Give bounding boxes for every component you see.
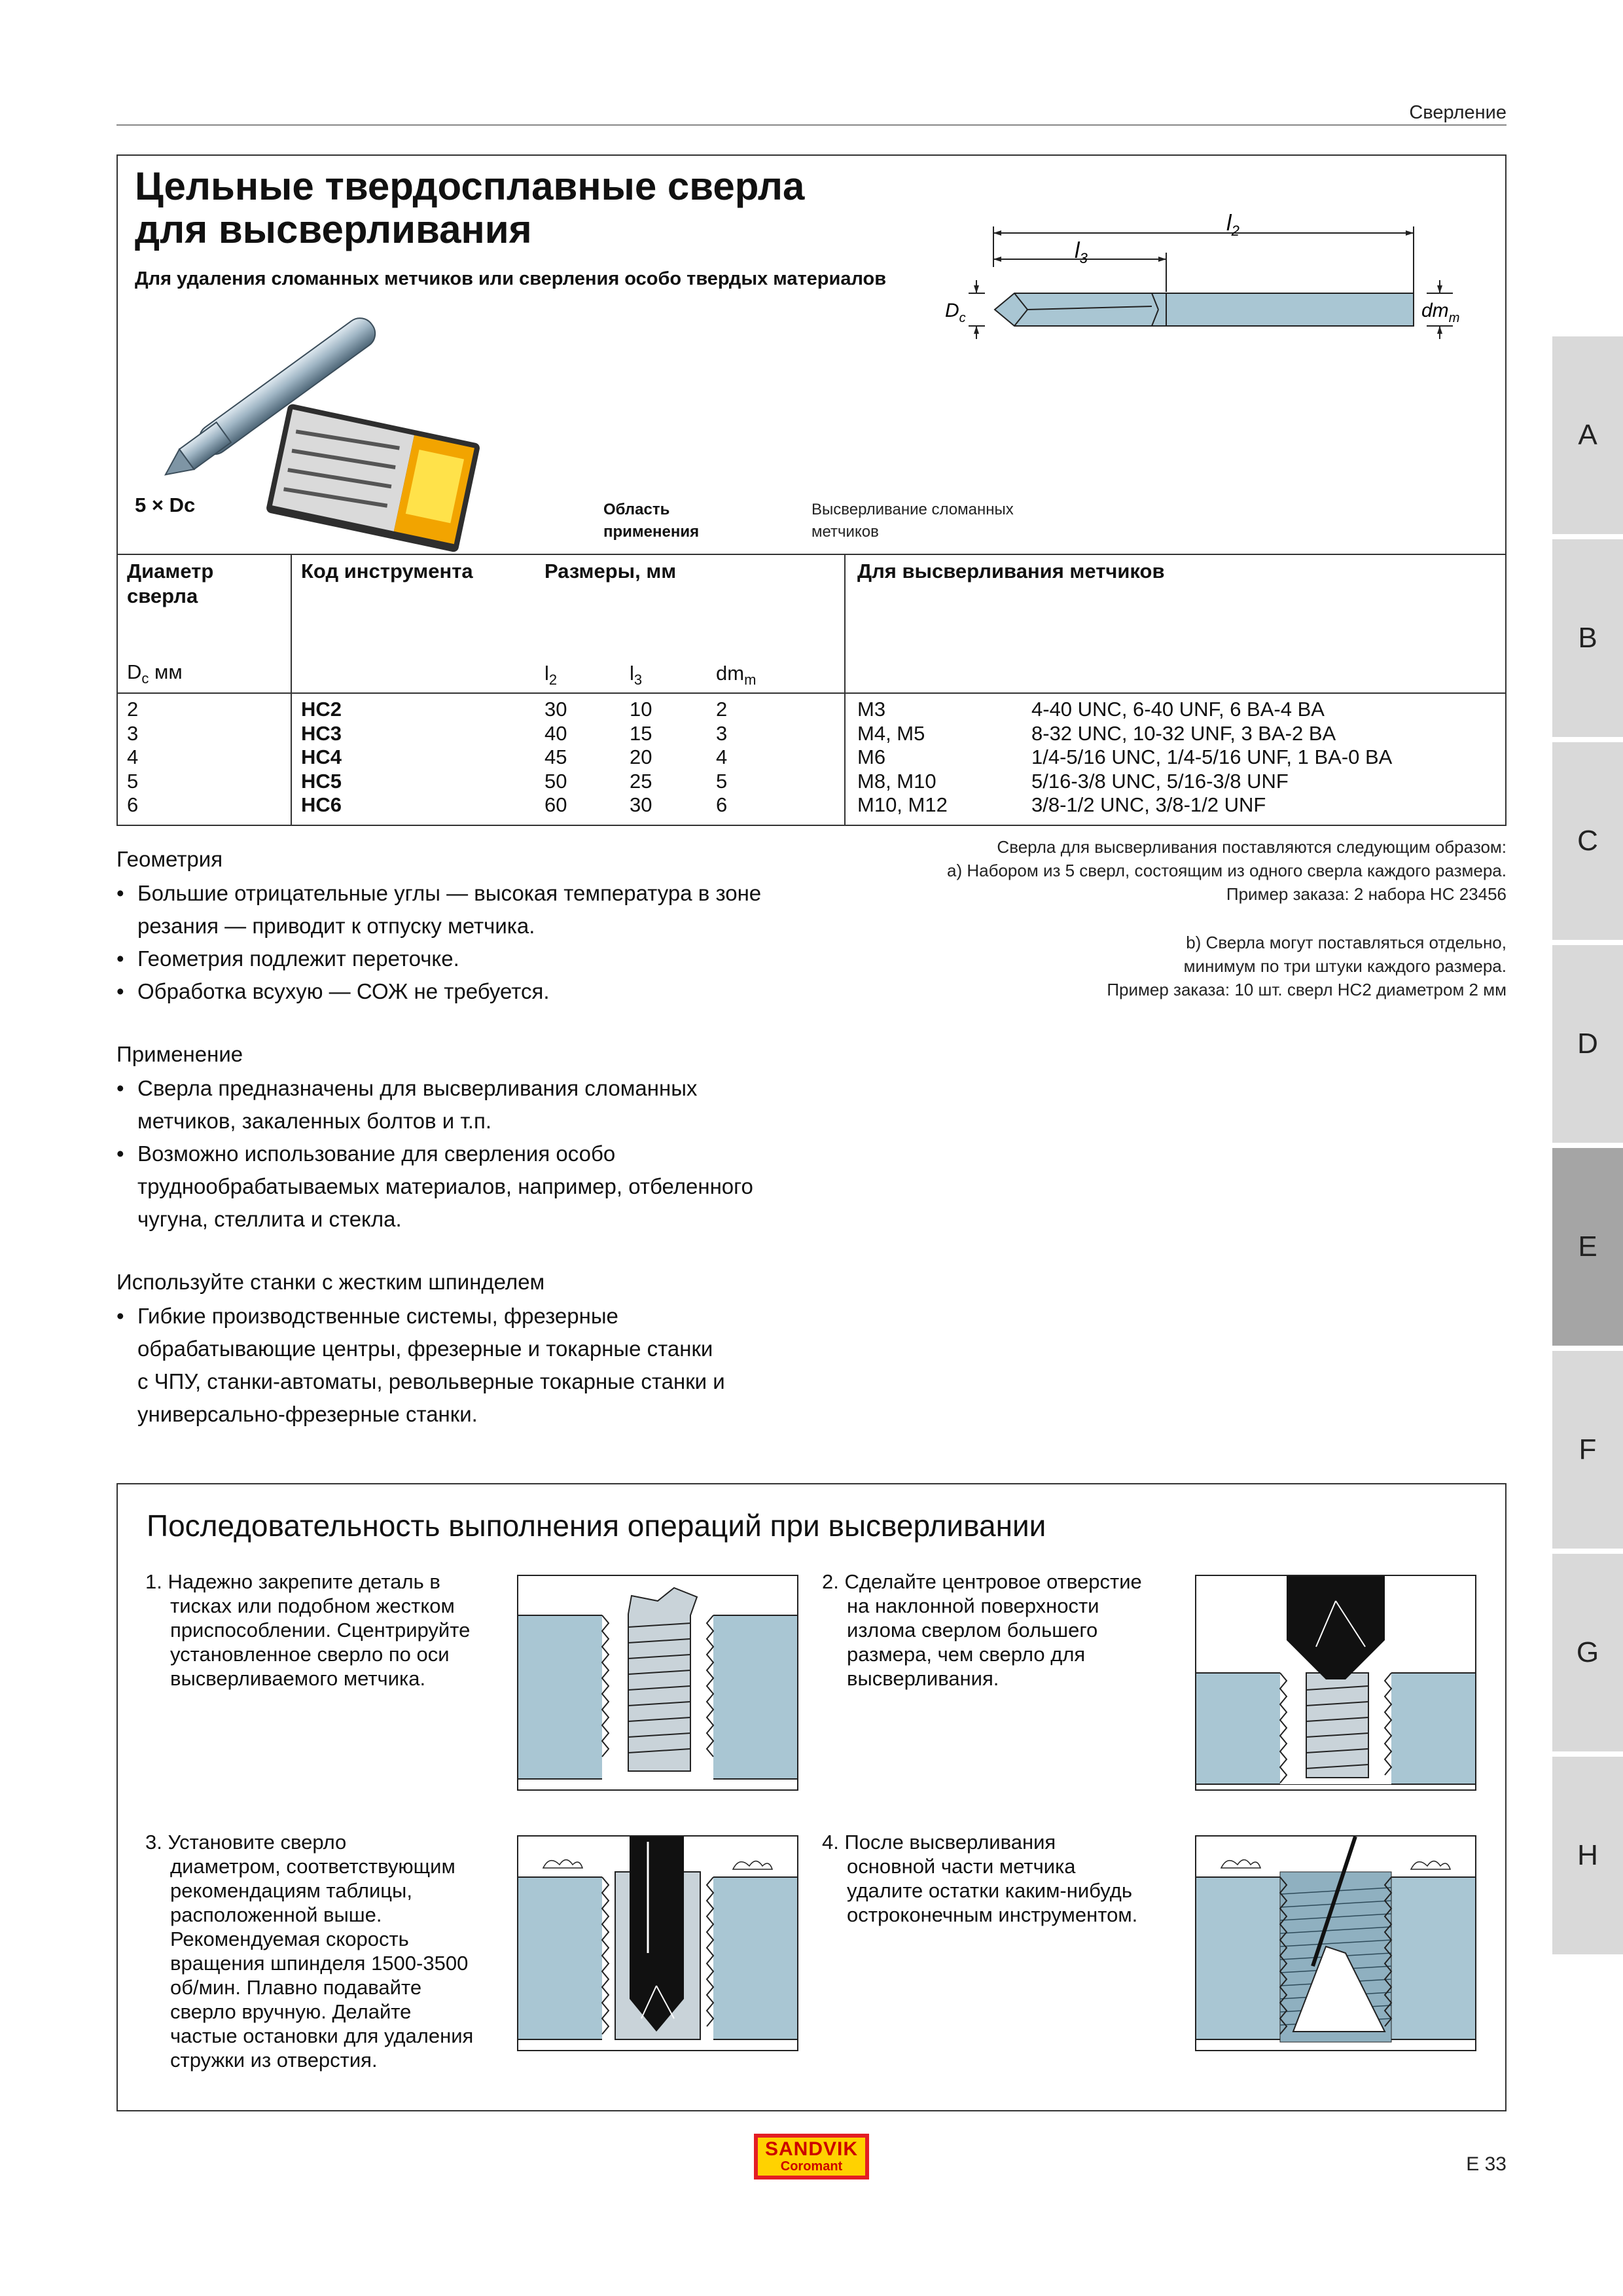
note-line: Сверла для высверливания поставляются следующим образом: xyxy=(997,837,1507,857)
logo-sub-text: Coromant xyxy=(780,2159,843,2174)
product-title-line2: для высверливания xyxy=(135,207,532,251)
list-item: • Возможно использование для сверления особо труднообрабатываемых материалов, например, отбеленного чугуна, стеллита и стекла. xyxy=(116,1138,902,1236)
application-area-label-line2: применения xyxy=(603,523,700,541)
note-line: минимум по три штуки каждого размера. xyxy=(1183,956,1507,976)
geometry-heading: Геометрия xyxy=(116,847,223,871)
table-cell: HC3 xyxy=(301,721,342,745)
supply-note-a xyxy=(947,835,1507,906)
column-code xyxy=(301,698,342,817)
header-dimensions: Размеры, мм xyxy=(544,560,677,583)
geometry-list xyxy=(116,877,902,1008)
tab-c[interactable] xyxy=(1552,742,1623,940)
list-item: • Гибкие производственные системы, фрезерные обрабатывающие центры, фрезерные и токарные станки с ЧПУ, станки-автоматы, револьверные токарные станки и универсально-фрезерные станки. xyxy=(116,1300,902,1431)
step-2-text: 2. Сделайте центровое отверстие на наклонной поверхности излома сверлом большего размера, чем сверло для высверливания. xyxy=(822,1570,1142,1690)
table-cell: 8-32 UNC, 10-32 UNF, 3 BA-2 BA xyxy=(1031,721,1336,745)
tab-h[interactable] xyxy=(1552,1757,1623,1954)
tab-a[interactable] xyxy=(1552,336,1623,534)
step-1-illustration xyxy=(517,1575,798,1791)
product-title xyxy=(135,165,986,251)
header-taps: Для высверливания метчиков xyxy=(857,560,1165,583)
header-diameter xyxy=(127,559,213,609)
column-metric-taps xyxy=(857,698,948,817)
table-top-rule xyxy=(118,554,1505,555)
tab-label: A xyxy=(1578,419,1597,451)
sequence-title: Последовательность выполнения операций при высверливании xyxy=(147,1509,1046,1543)
tab-g[interactable] xyxy=(1552,1554,1623,1751)
dim-l2-label: $l_2$ xyxy=(1226,211,1240,239)
tab-label: C xyxy=(1577,825,1598,857)
column-imperial-taps xyxy=(1031,698,1392,817)
tab-label: E xyxy=(1578,1230,1597,1263)
supply-note-b xyxy=(1107,931,1507,1001)
tab-label: G xyxy=(1576,1636,1599,1668)
table-cell: M8, M10 xyxy=(857,769,936,793)
list-item: • Обработка всухую — СОЖ не требуется. xyxy=(116,975,902,1008)
header-code: Код инструмента xyxy=(301,560,473,583)
list-item: • Геометрия подлежит переточке. xyxy=(116,942,902,975)
subheader-l3: $l_3$ xyxy=(630,662,643,689)
step-2-illustration xyxy=(1195,1575,1476,1791)
note-line: b) Сверла могут поставляться отдельно, xyxy=(1186,933,1507,952)
subheader-dc: $D_c$ мм xyxy=(127,660,183,687)
tab-b[interactable] xyxy=(1552,539,1623,737)
note-line: Пример заказа: 2 набора HC 23456 xyxy=(1226,884,1507,904)
ratio-label: 5 × Dc xyxy=(135,493,196,516)
table-cell: M10, M12 xyxy=(857,793,948,816)
table-cell: 3/8-1/2 UNC, 3/8-1/2 UNF xyxy=(1031,793,1266,816)
table-cell: 4-40 UNC, 6-40 UNF, 6 BA-4 BA xyxy=(1031,698,1325,721)
dim-l3-label: $l_3$ xyxy=(1075,238,1088,266)
table-cell: 1/4-5/16 UNC, 1/4-5/16 UNF, 1 BA-0 BA xyxy=(1031,745,1393,768)
step-1-text: 1. Надежно закрепите деталь в тисках или подобном жестком приспособлении. Сцентрируйте установленное сверло по оси высверливаемого метчика. xyxy=(145,1570,471,1690)
table-cell: HC5 xyxy=(301,769,342,793)
table-cell: 30 xyxy=(544,698,567,721)
table-cell: 2 xyxy=(127,698,139,721)
table-cell: 6 xyxy=(716,793,728,816)
column-l3 xyxy=(630,698,652,817)
application-heading: Применение xyxy=(116,1042,243,1066)
sandvik-logo xyxy=(754,2134,869,2179)
table-cell: 4 xyxy=(716,745,728,768)
table-cell: 3 xyxy=(716,721,728,745)
table-cell: 5 xyxy=(716,769,728,793)
table-cell: 40 xyxy=(544,721,567,745)
header-diameter-line2: сверла xyxy=(127,584,198,607)
table-cell: M6 xyxy=(857,745,886,768)
table-cell: M3 xyxy=(857,698,886,721)
table-cell: 5/16-3/8 UNC, 5/16-3/8 UNF xyxy=(1031,769,1289,793)
table-cell: 25 xyxy=(630,769,652,793)
tab-f[interactable] xyxy=(1552,1351,1623,1549)
product-title-line1: Цельные твердосплавные сверла xyxy=(135,164,805,208)
table-cell: 20 xyxy=(630,745,652,768)
page-number: E 33 xyxy=(1466,2153,1507,2175)
machines-list xyxy=(116,1300,902,1431)
table-cell: HC4 xyxy=(301,745,342,768)
table-cell: 50 xyxy=(544,769,567,793)
table-cell: 5 xyxy=(127,769,139,793)
table-cell: M4, M5 xyxy=(857,721,925,745)
table-cell: HC6 xyxy=(301,793,342,816)
step-3-text: 3. Установите сверло диаметром, соответствующим рекомендациям таблицы, расположенной выше. Рекомендуемая скорость вращения шпинделя 1500-3500 об/мин. Плавно подавайте сверло вручную. Делайте частые остановки для удаления стружки из отверстия. xyxy=(145,1831,474,2072)
application-area-label-line1: Область xyxy=(603,501,670,518)
application-area-value-line2: метчиков xyxy=(812,523,879,541)
note-line: a) Набором из 5 сверл, состоящим из одного сверла каждого размера. xyxy=(947,861,1507,880)
subheader-dm: $dm_m$ xyxy=(716,662,757,689)
table-cell: 3 xyxy=(127,721,139,745)
table-cell: 4 xyxy=(127,745,139,768)
product-subtitle: Для удаления сломанных метчиков или сверления особо твердых материалов xyxy=(135,268,887,289)
table-cell: 45 xyxy=(544,745,567,768)
tab-label: F xyxy=(1578,1433,1597,1465)
step-4-illustration xyxy=(1195,1835,1476,2051)
drill-dimension-diagram xyxy=(945,211,1466,365)
list-item: • Сверла предназначены для высверливания сломанных метчиков, закаленных болтов и т.п. xyxy=(116,1072,902,1138)
application-area-value xyxy=(812,499,1047,543)
application-area-label xyxy=(603,499,747,543)
table-cell: 30 xyxy=(630,793,652,816)
tab-label: B xyxy=(1578,622,1597,654)
sequence-box xyxy=(116,1483,1507,2111)
section-label: Сверление xyxy=(1409,102,1507,123)
header-diameter-line1: Диаметр xyxy=(127,560,214,583)
column-l2 xyxy=(544,698,567,817)
table-cell: HC2 xyxy=(301,698,342,721)
list-item: • Большие отрицательные углы — высокая температура в зоне резания — приводит к отпуску метчика. xyxy=(116,877,902,942)
tab-label: D xyxy=(1577,1028,1598,1060)
table-cell: 60 xyxy=(544,793,567,816)
column-dm xyxy=(716,698,727,817)
machines-heading: Используйте станки с жестким шпинделем xyxy=(116,1270,545,1294)
table-cell: 6 xyxy=(127,793,139,816)
step-4-text: 4. После высверливания основной части метчика удалите остатки каким-нибудь остроконечным инструментом. xyxy=(822,1831,1138,1926)
table-cell: 10 xyxy=(630,698,652,721)
column-dc xyxy=(127,698,138,817)
table-col-divider xyxy=(844,554,846,825)
tab-d[interactable] xyxy=(1552,945,1623,1143)
header-rule xyxy=(116,124,1507,126)
tab-label: H xyxy=(1577,1839,1598,1871)
logo-main-text: SANDVIK xyxy=(764,2138,858,2160)
table-header-rule xyxy=(118,692,1505,694)
subheader-l2: $l_2$ xyxy=(544,662,558,689)
application-area-value-line1: Высверливание сломанных xyxy=(812,501,1014,518)
note-line: Пример заказа: 10 шт. сверл HC2 диаметром 2 мм xyxy=(1107,980,1507,999)
table-cell: 2 xyxy=(716,698,728,721)
table-cell: 15 xyxy=(630,721,652,745)
step-3-illustration xyxy=(517,1835,798,2051)
application-list xyxy=(116,1072,902,1236)
dim-dm-label: $dm_m$ xyxy=(1421,300,1460,325)
dim-dc-label: $D_c$ xyxy=(945,300,966,325)
table-col-divider xyxy=(291,554,292,825)
product-box xyxy=(116,154,1507,826)
tab-e[interactable] xyxy=(1552,1148,1623,1346)
